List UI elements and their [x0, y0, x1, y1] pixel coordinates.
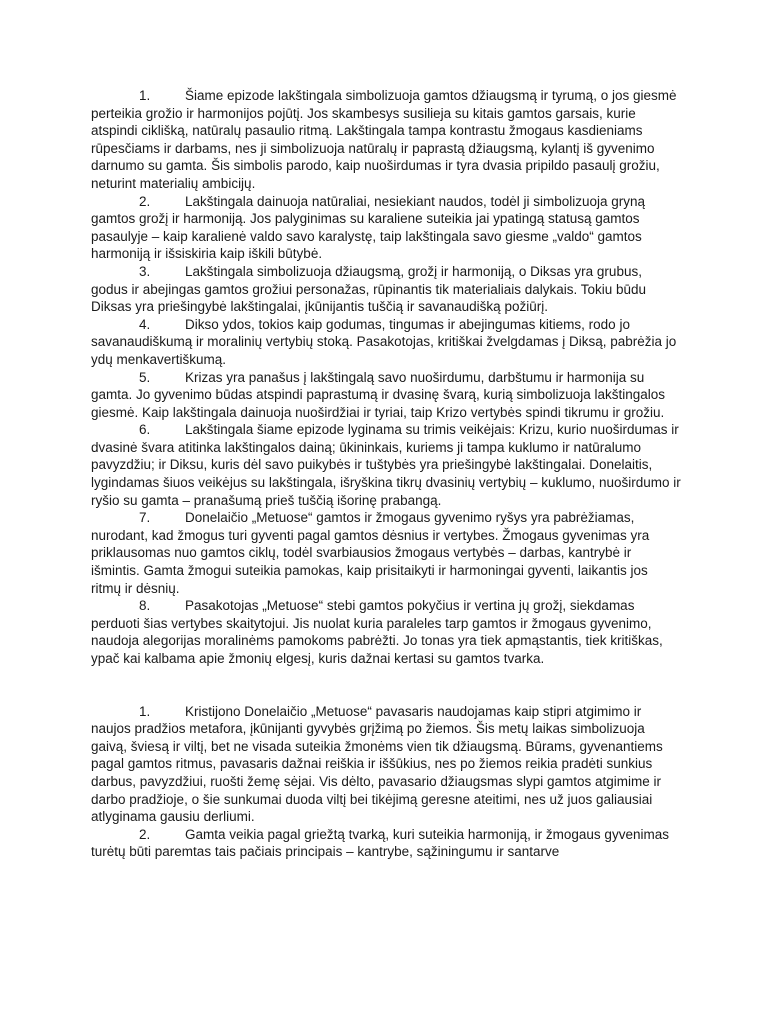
- list-item-text: Gamta veikia pagal griežtą tvarką, kuri suteikia harmoniją, ir žmogaus gyvenimas turėtų būti paremtas tais pačiais principais – kantrybe, sąžiningumu ir santarve: [91, 826, 669, 860]
- list-number: 1.: [139, 703, 151, 719]
- list-item: [91, 316, 681, 369]
- list-item-text: Šiame epizode lakštingala simbolizuoja gamtos džiaugsmą ir tyrumą, o jos giesmė perteikia grožio ir harmonijos pojūtį. Jos skambesys susilieja su kitais gamtos garsais, kurie atspindi ciklišką, natūralų pasaulio ritmą. Lakštingala tampa kontrastu žmogaus kasdieniams rūpesčiams ir darbams, nes ji simbolizuoja natūralų ir paprastą džiaugsmą, kylantį iš gyvenimo darnumo su gamta. Šis simbolis parodo, kaip nuoširdumas ir tyra dvasia pripildo pasaulį grožiu, neturint materialių ambicijų.: [91, 88, 677, 191]
- list-item-text: Donelaičio „Metuose“ gamtos ir žmogaus gyvenimo ryšys yra pabrėžiamas, nurodant, kad žmogus turi gyventi pagal gamtos dėsnius ir vertybes. Žmogaus gyvenimas yra priklausomas nuo gamtos ciklų, todėl svarbiausios žmogaus vertybės – darbas, kantrybė ir išmintis. Gamta žmogui suteikia pamokas, kaip prisitaikyti ir harmoningai gyventi, laikantis jos ritmų ir dėsnių.: [91, 510, 650, 596]
- list-item-text: Lakštingala šiame epizode lyginama su trimis veikėjais: Krizu, kurio nuoširdumas ir dvasinė švara atitinka lakštingalos dainą; ūkininkais, kuriems ji tampa kuklumo ir natūralumo pavyzdžiu; ir Diksu, kuris dėl savo puikybės ir tuštybės yra priešingybė lakštingalai. Donelaitis, lygindamas šiuos veikėjus su lakštingala, išryškina tikrų dvasinių vertybių – kuklumo, nuoširdumo ir ryšio su gamta – pranašumą prieš tuščią išorinę prabangą.: [91, 422, 681, 508]
- list-number: 1.: [139, 88, 151, 103]
- list-number: 6.: [139, 422, 151, 438]
- list-number: 4.: [139, 316, 151, 332]
- numbered-list-section-2: [91, 703, 681, 861]
- document-page: [91, 87, 681, 861]
- list-item-text: Kristijono Donelaičio „Metuose“ pavasaris naudojamas kaip stipri atgimimo ir naujos pradžios metafora, įkūnijanti gyvybės grįžimą po žiemos. Šis metų laikas simbolizuoja gaivą, šviesą ir viltį, bet ne visada suteikia žmonėms vien tik džiaugsmą. Būrams, gyvenantiems pagal gamtos ritmus, pavasaris dažnai reiškia ir iššūkius, nes po žiemos reikia pradėti sunkius darbus, pavyzdžiui, ruošti žemę sėjai. Vis dėlto, pavasario džiaugsmas slypi gamtos atgimime ir darbo pradžioje, o šie sunkumai duoda viltį bei tikėjimą geresne ateitimi, nes už juos galiausiai atlyginama gausiu derliumi.: [91, 703, 663, 825]
- list-item-text: Dikso ydos, tokios kaip godumas, tingumas ir abejingumas kitiems, rodo jo savanaudiškumą ir moralinių vertybių stoką. Pasakotojas, kritiškai žvelgdamas į Diksą, pabrėžia jo ydų menkavertiškumą.: [91, 316, 677, 367]
- list-item: [91, 421, 681, 509]
- list-item: [91, 193, 681, 263]
- list-item-text: Krizas yra panašus į lakštingalą savo nuoširdumu, darbštumu ir harmonija su gamta. Jo gyvenimo būdas atspindi paprastumą ir dvasinę švarą, kurią simbolizuoja lakštingalos giesmė. Kaip lakštingala dainuoja nuoširdžiai ir tyriai, taip Krizo vertybės spindi tikrumu ir grožiu.: [91, 369, 666, 420]
- list-number: 2.: [139, 826, 151, 842]
- section-spacer: [91, 668, 681, 703]
- list-item: [91, 509, 681, 597]
- list-number: 3.: [139, 263, 151, 279]
- list-number: 8.: [139, 598, 151, 614]
- list-item: [91, 597, 681, 667]
- list-item: [91, 369, 681, 422]
- list-item: [91, 826, 681, 861]
- list-item-text: Pasakotojas „Metuose“ stebi gamtos pokyčius ir vertina jų grožį, siekdamas perduoti šias vertybes skaitytojui. Jis nuolat kuria paraleles tarp gamtos ir žmogaus gyvenimo, naudoja alegorijas moralinėms pamokoms pabrėžti. Jo tonas yra tiek apmąstantis, tiek kritiškas, ypač kai kalbama apie žmonių elgesį, kuris dažnai kertasi su gamtos tvarka.: [91, 598, 663, 666]
- list-item: [91, 87, 681, 193]
- list-item-text: Lakštingala dainuoja natūraliai, nesiekiant naudos, todėl ji simbolizuoja gryną gamtos grožį ir harmoniją. Jos palyginimas su karaliene suteikia jai ypatingą statusą gamtos pasaulyje – kaip karalienė valdo savo karalystę, taip lakštingala savo giesme „valdo“ gamtos harmoniją ir išsiskiria kaip iškili būtybė.: [91, 193, 646, 262]
- numbered-list-section-1: [91, 87, 681, 668]
- list-item: [91, 703, 681, 826]
- list-number: 5.: [139, 369, 151, 385]
- list-number: 7.: [139, 510, 151, 526]
- list-item: [91, 263, 681, 316]
- list-number: 2.: [139, 193, 151, 209]
- list-item-text: Lakštingala simbolizuoja džiaugsmą, grožį ir harmoniją, o Diksas yra grubus, godus ir abejingas gamtos grožiui personažas, rūpinantis tik materialiais dalykais. Tokiu būdu Diksas yra priešingybė lakštingalai, įkūnijantis tuščią ir savanaudišką požiūrį.: [91, 263, 647, 315]
